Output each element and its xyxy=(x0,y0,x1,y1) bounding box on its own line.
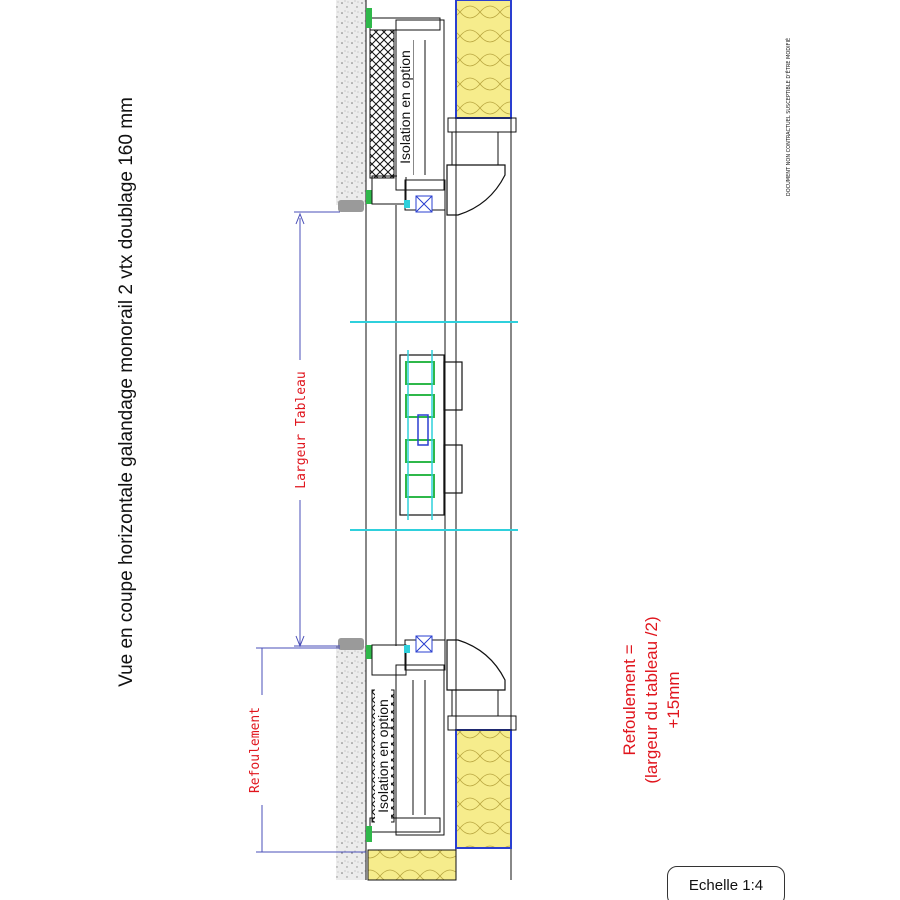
refoulement-formula xyxy=(619,580,685,820)
pocket-top xyxy=(366,0,516,215)
wall-bottom xyxy=(336,646,366,880)
page-title: Vue en coupe horizontale galandage monorail 2 vtx doublage 160 mm xyxy=(116,97,137,687)
isolation-label-top: Isolation en option xyxy=(397,37,413,177)
scale-label: Echelle 1:4 xyxy=(688,877,764,894)
formula-line-2: (largeur du tableau /2) xyxy=(642,616,661,784)
refoulement-label: Refoulement xyxy=(248,695,264,805)
wall-edge-top xyxy=(338,200,364,212)
formula-line-3: +15mm xyxy=(664,671,683,729)
glass-lines xyxy=(350,322,518,530)
wall-edge-bottom xyxy=(338,638,364,650)
formula-line-1: Refoulement = xyxy=(620,644,639,756)
meeting-stile xyxy=(400,350,462,520)
isolation-label-bottom: Isolation en option xyxy=(375,686,391,826)
scale-box xyxy=(667,866,785,900)
largeur-tableau-label: Largeur Tableau xyxy=(294,360,310,500)
wall-top xyxy=(336,0,366,205)
disclaimer-text: DOCUMENT NON CONTRACTUEL SUSCEPTIBLE D'ÊTRE MODIFIÉ xyxy=(786,37,792,197)
